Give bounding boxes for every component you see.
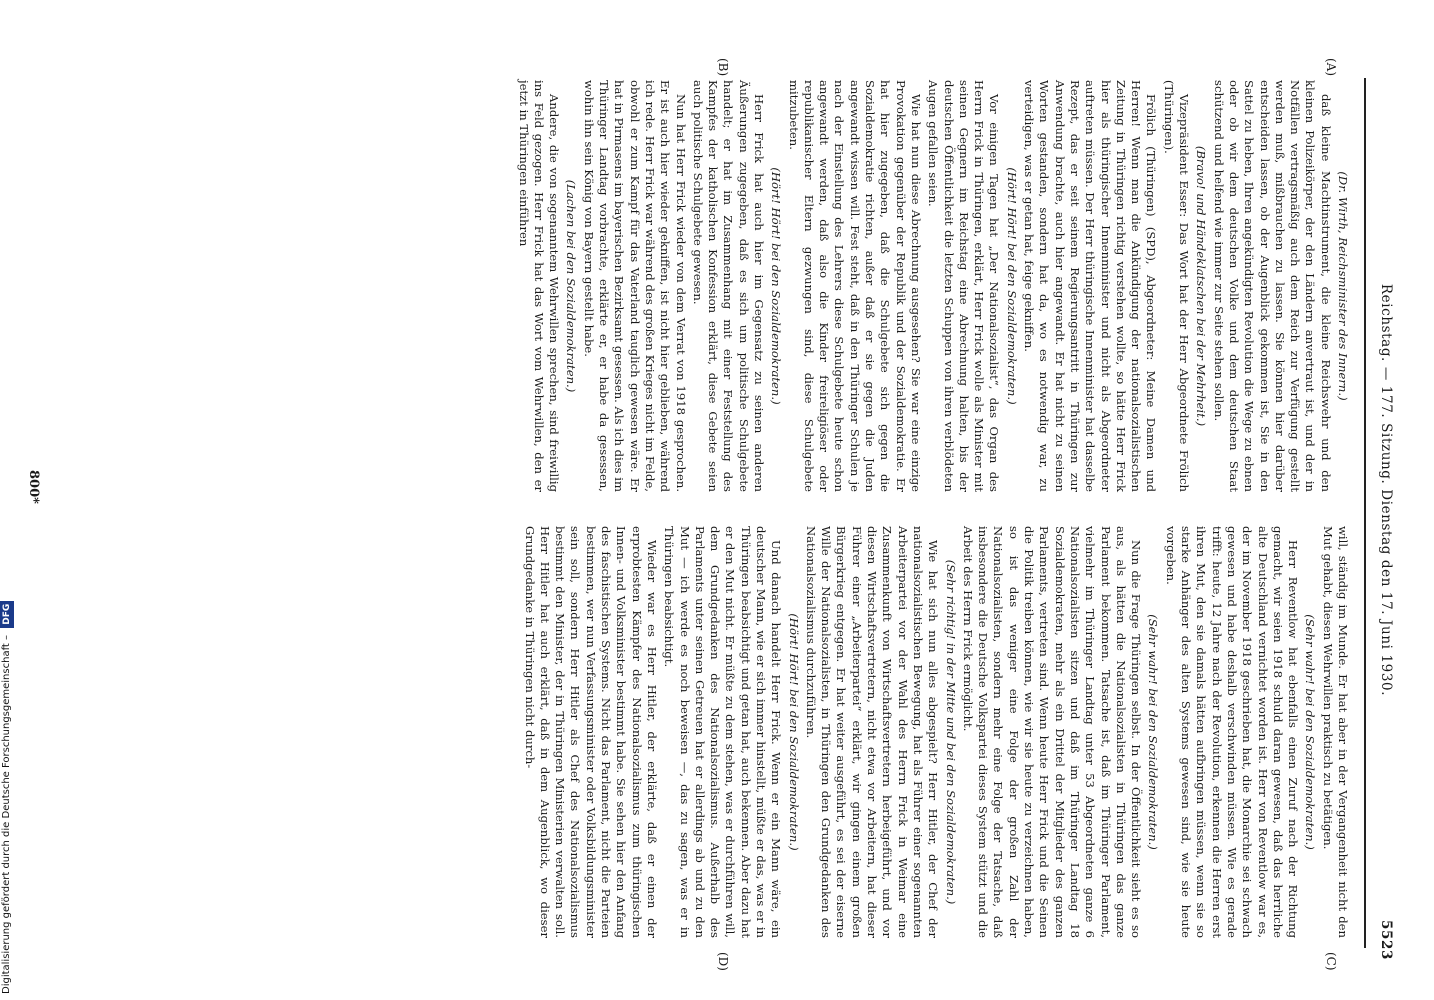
margin-mark-d: (D) bbox=[716, 952, 730, 971]
paragraph: Frölich (Thüringen) (SPD), Abgeordneter: Meine Damen und Herren! Wenn man die Ankündigung der nationalsozialistischen Zeitung in Thüringen richtig verstehen wollte, so hätte Herr Frick hier als thüringischer Innenminister und nicht als Abgeordneter auftreten müssen. Der Herr thüringische Innenminister hat dasselbe Rezept, das er seit seinem Regierungsantritt in Thüringen zur Anwendung brachte, auch hier angewandt. Er hat nicht zu seinen Worten gestanden, sondern hat da, wo es notwendig war, zu verteidigen, was er getan hat, feige gekniffen. bbox=[1022, 80, 1159, 492]
margin-mark-c: (C) bbox=[1324, 952, 1338, 971]
credit-line bbox=[0, 0, 14, 1000]
paragraph: Nun die Frage Thüringen selbst. In der Öffentlichkeit sieht es so aus, als hätten die Nationalsozialisten in Thüringen das ganze Parlament bekommen. Tatsache ist, daß im Thüringer Parlament, vielmehr im Thüringer Landtag unter 53 Abgeordneten ganze 6 Nationalsozialisten sitzen und daß im Thüringer Landtag 18 Sozialdemokraten, mehr als ein Drittel der Mitglieder des ganzen Parlaments, vertreten sind. Wenn heute Herr Frick und die Seinen die Politik treiben können, wie wir sie heute zu verzeichnen haben, so ist das weniger eine Folge der großen Zahl der Nationalsozialisten, sondern mehr eine Folge der Tatsache, daß insbesondere die Deutsche Volkspartei dieses System stützt und die Arbeit des Herrn Frick ermöglicht. bbox=[960, 526, 1144, 938]
paragraph: Vor einigen Tagen hat „Der Nationalsozialist“, das Organ des Herrn Frick in Thüringen, erklärt, Herr Frick wolle als Minister mit seinen Gegnern im Reichstag eine Abrechnung halten, bis der deutschen Öffentlichkeit die letzten Schuppen von ihren verblödeten Augen gefallen seien. bbox=[926, 80, 1002, 492]
page-header bbox=[1372, 110, 1394, 960]
speaker-note: (Dr. Wirth, Reichsminister des Innern.) bbox=[1336, 171, 1350, 401]
paragraph: Nun hat Herr Frick wieder von dem Verrat von 1918 gesprochen. Er ist auch hier wieder gekniffen, ist nicht hier geblieben, während ich rede. Herr Frick war während des großen Krieges nicht im Felde, obwohl er zum Kampf für das Vaterland tauglich gewesen wäre. Er hat in Pirmasens im bayerischen Bezirksamt gesessen. Als ich dies im Thüringer Landtag vorbrachte, erklärte er, er habe da gesessen, wohin ihn sein König von Bayern gestellt habe. bbox=[581, 80, 688, 492]
paragraph: Und danach handelt Herr Frick. Wenn er ein Mann wäre, ein deutscher Mann, wie er sich immer hinstellt, müßte er das, was er in Thüringen beabsichtigt und getan hat, auch bekennen. Aber dazu hat er den Mut nicht. Er müßte zu dem stehen, was er durchführen will, dem Grundgedanken des Nationalsozialismus. Außerhalb des Parlaments unter seinen Getreuen hat er allerdings ab und zu den Mut — ich werde es noch beweisen —, das zu sagen, was er in Thüringen beabsichtigt. bbox=[662, 526, 784, 938]
reaction: (Hört! Hört! bei den Sozialdemokraten.) bbox=[1004, 167, 1019, 405]
paragraph: Herr Frick hat auch hier im Gegensatz zu seinen anderen Äußerungen zugegeben, daß es sich um politische Schulgebete handelt; er hat im Zusammenhang mit einer Feststellung des Kampfes der katholischen Konfession erklärt, diese Gebete seien auch politische Schulgebete gewesen. bbox=[690, 80, 767, 492]
reaction: (Sehr richtig! in der Mitte und bei den Sozialdemokraten.) bbox=[943, 559, 958, 905]
reaction: (Bravo! und Händeklatschen bei der Mehrheit.) bbox=[1194, 145, 1209, 427]
running-head: Reichstag. — 177. Sitzung. Dienstag den 17. Juni 1930. bbox=[1378, 283, 1394, 697]
paragraph: Wieder war es Herr Hitler, der erklärte, daß er einen der erprobtesten Kämpfer des Nationalsozialismus zum thüringischen Innen- und Volksminister bestimmt habe. Sie sehen hier den Anfang des faschistischen Systems. Nicht das Parlament, nicht die Parteien bestimmen, wer nun Verfassungsminister oder Volksbildungsminister sein soll, sondern Herr Hitler als Chef des Nationalsozialismus bestimmt den Minister, der in Thüringen Ministerien verwalten soll. Herr Hitler hat auch erklärt, daß in dem Augenblick, wo dieser Grundgedanke in Thüringen nicht durch- bbox=[522, 526, 659, 938]
paragraph: Wie hat nun diese Abrechnung ausgesehen? Sie war eine einzige Provokation gegenüber der Republik und der Sozialdemokratie. Er hat hier zugegeben, daß die Schulgebete sich gegen die Sozialdemokratie richten, außer daß er sie gegen die Juden angewandt wissen will. Fest steht, daß in den Thüringer Schulen je nach der Einstellung des Lehrers diese Schulgebete heute schon angewandt werden, daß also die Kinder freireligiöser oder republikanischer Eltern gezwungen sind, diese Schulgebete mitzubeten. bbox=[786, 80, 923, 492]
paragraph: Vizepräsident Esser: Das Wort hat der Herr Abgeordnete Frölich (Thüringen). bbox=[1161, 80, 1192, 492]
paragraph: Andere, die von sogenanntem Wehrwillen sprechen, sind freiwillig ins Feld gezogen. Herr Frick hat das Wort vom Wehrwillen, den er jetzt in Thüringen einführen bbox=[516, 80, 562, 492]
reaction: (Hört! Hört! bei den Sozialdemokraten.) bbox=[769, 167, 784, 405]
paragraph: daß kleine Machtinstrument, die kleine Reichswehr und den kleinen Polizeikörper, der den Ländern anvertraut ist, und der in Notfällen vertragsmäßig auch dem Reich zur Verfügung gestellt werden muß, mißbrauchen zu lassen. Sie können hier darüber entscheiden lassen, ob der Augenblick gekommen ist, Sie in den Sattel zu heben, Ihren angekündigten Revolution die Wege zu ebnen oder ob wir dem deutschen Volke und dem deutschen Staat schützend und helfend wie immer zur Seite stehen sollen. bbox=[1211, 80, 1333, 492]
header-rule bbox=[1364, 78, 1366, 948]
credit-text: Digitalisierung gefördert durch die Deutsche Forschungsgemeinschaft – bbox=[1, 634, 12, 994]
reaction: (Hört! Hört! bei den Sozialdemokraten.) bbox=[786, 613, 801, 851]
right-column bbox=[519, 526, 1350, 938]
paragraph: Herr Reventlow hat ebenfalls einen Zuruf nach der Richtung gemacht, wir seien 1918 schuld daran gewesen, daß das herrliche alte Deutschland vernichtet worden ist. Herr von Reventlow war es, der im November 1918 geschrieben hat, die Monarchie sei schwach gewesen und habe deshalb verschwinden müssen. Wie es gerade trifft: heute, 12 Jahre nach der Revolution, erkennen die Herren erst ihren Mut, den sie damals hätten aufbringen müssen, wenn sie so starke Anhänger des alten Systems gewesen sind, wie sie heute vorgeben. bbox=[1163, 526, 1301, 938]
page-number: 5523 bbox=[1378, 920, 1394, 960]
reaction: (Sehr wahr! bei den Sozialdemokraten.) bbox=[1146, 614, 1161, 850]
paragraph: Wie hat sich nun alles abgespielt? Herr Hitler, der Chef der nationalsozialistischen Bewegung, hat als Führer einer sogenannten Arbeiterpartei vor der Wahl des Herrn Frick in Weimar eine Zusammenkunft von Wirtschaftsvertretern herbeigeführt, und vor diesen Wirtschaftsvertretern, nicht etwa vor Arbeitern, hat dieser Führer einer „Arbeiterpartei“ erklärt, wir gingen einem großen Bürgerkrieg entgegen. Er hat weiter ausgeführt, es sei der eiserne Wille der Nationalsozialisten, in Thüringen den Grundgedanken des Nationalsozialismus durchzuführen. bbox=[803, 526, 941, 938]
signature-mark: 800* bbox=[26, 470, 41, 504]
credit-strip bbox=[0, 0, 14, 1000]
left-column bbox=[513, 80, 1350, 492]
reaction: (Sehr wahr! bei den Sozialdemokraten.) bbox=[1303, 614, 1318, 850]
paragraph: will, ständig im Munde. Er hat aber in der Vergangenheit nicht den Mut gehabt, diesen Wehrwillen praktisch zu betätigen. bbox=[1320, 526, 1350, 938]
margin-mark-a: (A) bbox=[1324, 58, 1338, 77]
dfg-logo: DFG bbox=[0, 601, 14, 628]
reaction: (Lachen bei den Sozialdemokraten.) bbox=[564, 179, 579, 393]
margin-mark-b: (B) bbox=[716, 58, 730, 77]
